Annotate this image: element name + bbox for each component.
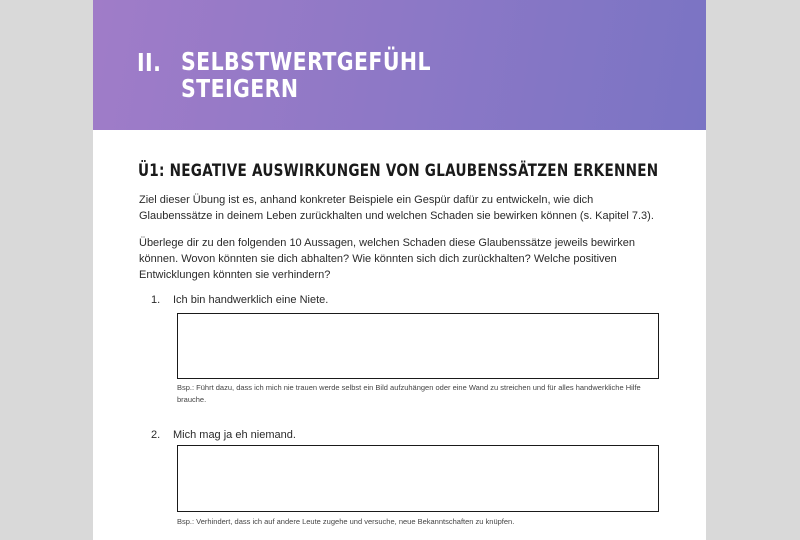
item-number: 2. <box>151 429 161 441</box>
chapter-number: II. <box>137 48 162 77</box>
exercise-title: Ü1: NEGATIVE AUSWIRKUNGEN VON GLAUBENSSÄTZEN ERKENNEN <box>138 161 659 181</box>
example-text: Bsp.: Führt dazu, dass ich mich nie trauen werde selbst ein Bild aufzuhängen oder eine Wand zu streichen und für alles handwerkliche Hilfe brauche. <box>177 383 641 404</box>
answer-field-1[interactable] <box>177 313 659 379</box>
chapter-title <box>181 48 460 102</box>
example-text: Bsp.: Verhindert, dass ich auf andere Leute zugehe und versuche, neue Bekanntschaften zu knüpfen. <box>177 517 515 526</box>
intro-paragraph: Ziel dieser Übung ist es, anhand konkreter Beispiele ein Gespür dafür zu entwickeln, wie dich Glaubenssätze in deinem Leben zurückhalten und welchen Schaden sie bewirken können (s. Kapitel 7.3). <box>139 194 654 222</box>
item-statement: Mich mag ja eh niemand. <box>173 429 296 441</box>
chapter-title-line1: SELBSTWERTGEFÜHL <box>181 47 431 76</box>
chapter-title-line2: STEIGERN <box>181 74 299 103</box>
instruction-paragraph: Überlege dir zu den folgenden 10 Aussagen, welchen Schaden diese Glaubenssätze jeweils bewirken können. Wovon könnten sie dich abhalten? Wie könnten sich dich zurückhalten? Welche positiven Entwicklungen könnten sie verhindern? <box>139 237 635 281</box>
answer-field-2[interactable] <box>177 445 659 512</box>
chapter-banner <box>93 0 706 130</box>
worksheet-page <box>93 0 706 540</box>
item-number: 1. <box>151 294 161 306</box>
item-statement: Ich bin handwerklich eine Niete. <box>173 294 329 306</box>
